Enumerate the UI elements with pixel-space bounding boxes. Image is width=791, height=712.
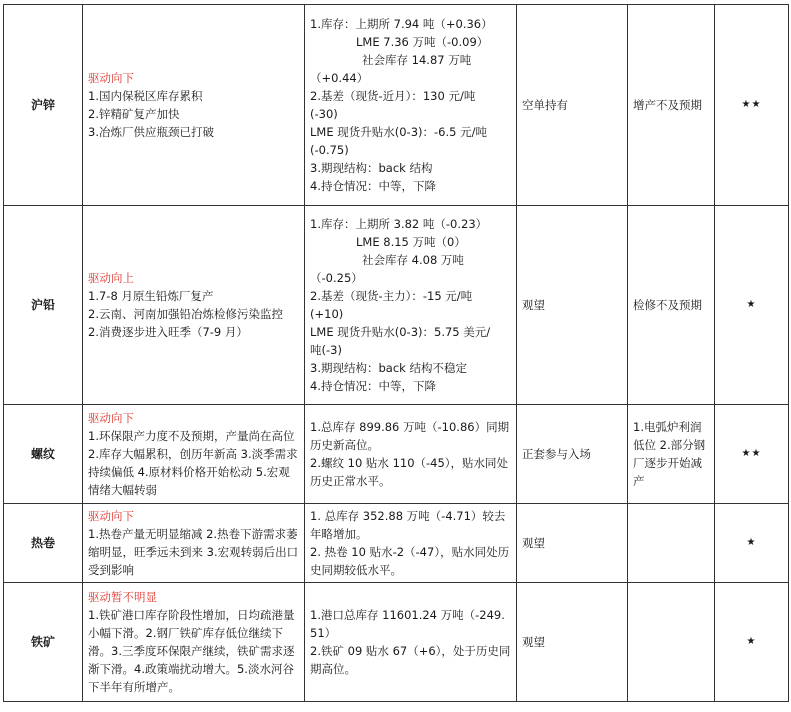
table-row: [4, 206, 789, 405]
data-cell: [305, 405, 517, 504]
driver-label: 驱动向下: [88, 71, 134, 85]
data-line: LME 现货升贴水(0-3)：-6.5 元/吨: [310, 125, 487, 139]
strategy-cell: 观望: [517, 504, 628, 583]
data-line: (-0.75): [310, 143, 349, 157]
driver-label: 驱动向上: [88, 271, 134, 285]
rating-stars: ★: [715, 583, 789, 702]
reason-line: 1.7-8 月原生铅炼厂复产: [88, 289, 214, 303]
risk-cell: 1.电弧炉利润低位 2.部分钢厂逐步开始减产: [628, 405, 715, 504]
commodity-name: 铁矿: [4, 583, 83, 702]
data-line: 1.总库存 899.86 万吨（-10.86）同期历史新高位。: [310, 420, 510, 452]
data-line: （+0.44）: [310, 71, 369, 85]
driver-cell: [83, 583, 305, 702]
reason-line: 2.云南、河南加强铅冶炼检修污染监控: [88, 307, 283, 321]
reason-line: 1.国内保税区库存累积: [88, 89, 203, 103]
data-line: （-0.25）: [310, 271, 363, 285]
risk-cell: [628, 583, 715, 702]
data-line: 吨(-3): [310, 343, 342, 357]
strategy-cell: 正套参与入场: [517, 405, 628, 504]
data-cell: [305, 504, 517, 583]
risk-cell: 增产不及预期: [628, 5, 715, 206]
driver-label: 驱动暂不明显: [88, 590, 157, 604]
commodity-strategy-table: [3, 4, 789, 702]
table-row: [4, 405, 789, 504]
data-line: 4.持仓情况：中等，下降: [310, 179, 436, 193]
commodity-name: 沪铅: [4, 206, 83, 405]
data-line: LME 现货升贴水(0-3)：5.75 美元/: [310, 325, 491, 339]
table-row: [4, 583, 789, 702]
reason-line: 3.冶炼厂供应瓶颈已打破: [88, 125, 214, 139]
rating-stars: ★★: [715, 5, 789, 206]
driver-cell: [83, 405, 305, 504]
data-cell: [305, 5, 517, 206]
data-line: LME 7.36 万吨（-0.09）: [356, 35, 489, 49]
data-line: (+10): [310, 307, 344, 321]
risk-cell: [628, 504, 715, 583]
strategy-cell: 观望: [517, 206, 628, 405]
data-line: 3.期现结构：back 结构: [310, 161, 433, 175]
rating-stars: ★: [715, 206, 789, 405]
data-line: 2. 热卷 10 贴水-2（-47），贴水同处历史同期较低水平。: [310, 545, 510, 577]
driver-label: 驱动向下: [88, 411, 134, 425]
data-line: 2.螺纹 10 贴水 110（-45），贴水同处历史正常水平。: [310, 456, 509, 488]
reason-line: 1.铁矿港口库存阶段性增加，日均疏港量小幅下滑。2.钢厂铁矿库存低位继续下滑。3.三季度环保限产继续，铁矿需求逐渐下滑。4.政策端扰动增大。5.淡水河谷下半年有所增产。: [88, 608, 295, 694]
data-line: 社会库存 4.08 万吨: [362, 253, 464, 267]
table-row: [4, 504, 789, 583]
data-line: 3.期现结构：back 结构不稳定: [310, 361, 467, 375]
rating-stars: ★: [715, 504, 789, 583]
risk-cell: 检修不及预期: [628, 206, 715, 405]
reason-line: 2.消费逐步进入旺季（7-9 月）: [88, 325, 248, 339]
driver-cell: [83, 206, 305, 405]
driver-cell: [83, 5, 305, 206]
data-line: 2.铁矿 09 贴水 67（+6），处于历史同期高位。: [310, 644, 511, 676]
data-cell: [305, 206, 517, 405]
table-row: [4, 5, 789, 206]
commodity-name: 沪锌: [4, 5, 83, 206]
strategy-cell: 观望: [517, 583, 628, 702]
driver-label: 驱动向下: [88, 509, 134, 523]
data-line: (-30): [310, 107, 338, 121]
data-line: 2.基差（现货-主力）：-15 元/吨: [310, 289, 473, 303]
data-line: 2.基差（现货-近月）：130 元/吨: [310, 89, 476, 103]
data-line: 1. 总库存 352.88 万吨（-4.71）较去年略增加。: [310, 509, 506, 541]
data-line: LME 8.15 万吨（0）: [356, 235, 466, 249]
reason-line: 1.热卷产量无明显缩减 2.热卷下游需求萎缩明显，旺季远未到来 3.宏观转弱后出口受到影响: [88, 527, 299, 577]
rating-stars: ★★: [715, 405, 789, 504]
data-cell: [305, 583, 517, 702]
commodity-name: 热卷: [4, 504, 83, 583]
reason-line: 2.锌精矿复产加快: [88, 107, 180, 121]
strategy-cell: 空单持有: [517, 5, 628, 206]
data-line: 1.港口总库存 11601.24 万吨（-249.51）: [310, 608, 505, 640]
data-line: 1.库存：上期所 3.82 吨（-0.23）: [310, 217, 488, 231]
driver-cell: [83, 504, 305, 583]
data-line: 4.持仓情况：中等，下降: [310, 379, 436, 393]
data-line: 社会库存 14.87 万吨: [362, 53, 472, 67]
reason-line: 1.环保限产力度不及预期，产量尚在高位 2.库存大幅累积，创历年新高 3.淡季需求持续偏低 4.原材料价格开始松动 5.宏观情绪大幅转弱: [88, 429, 299, 497]
commodity-name: 螺纹: [4, 405, 83, 504]
data-line: 1.库存：上期所 7.94 吨（+0.36）: [310, 17, 493, 31]
